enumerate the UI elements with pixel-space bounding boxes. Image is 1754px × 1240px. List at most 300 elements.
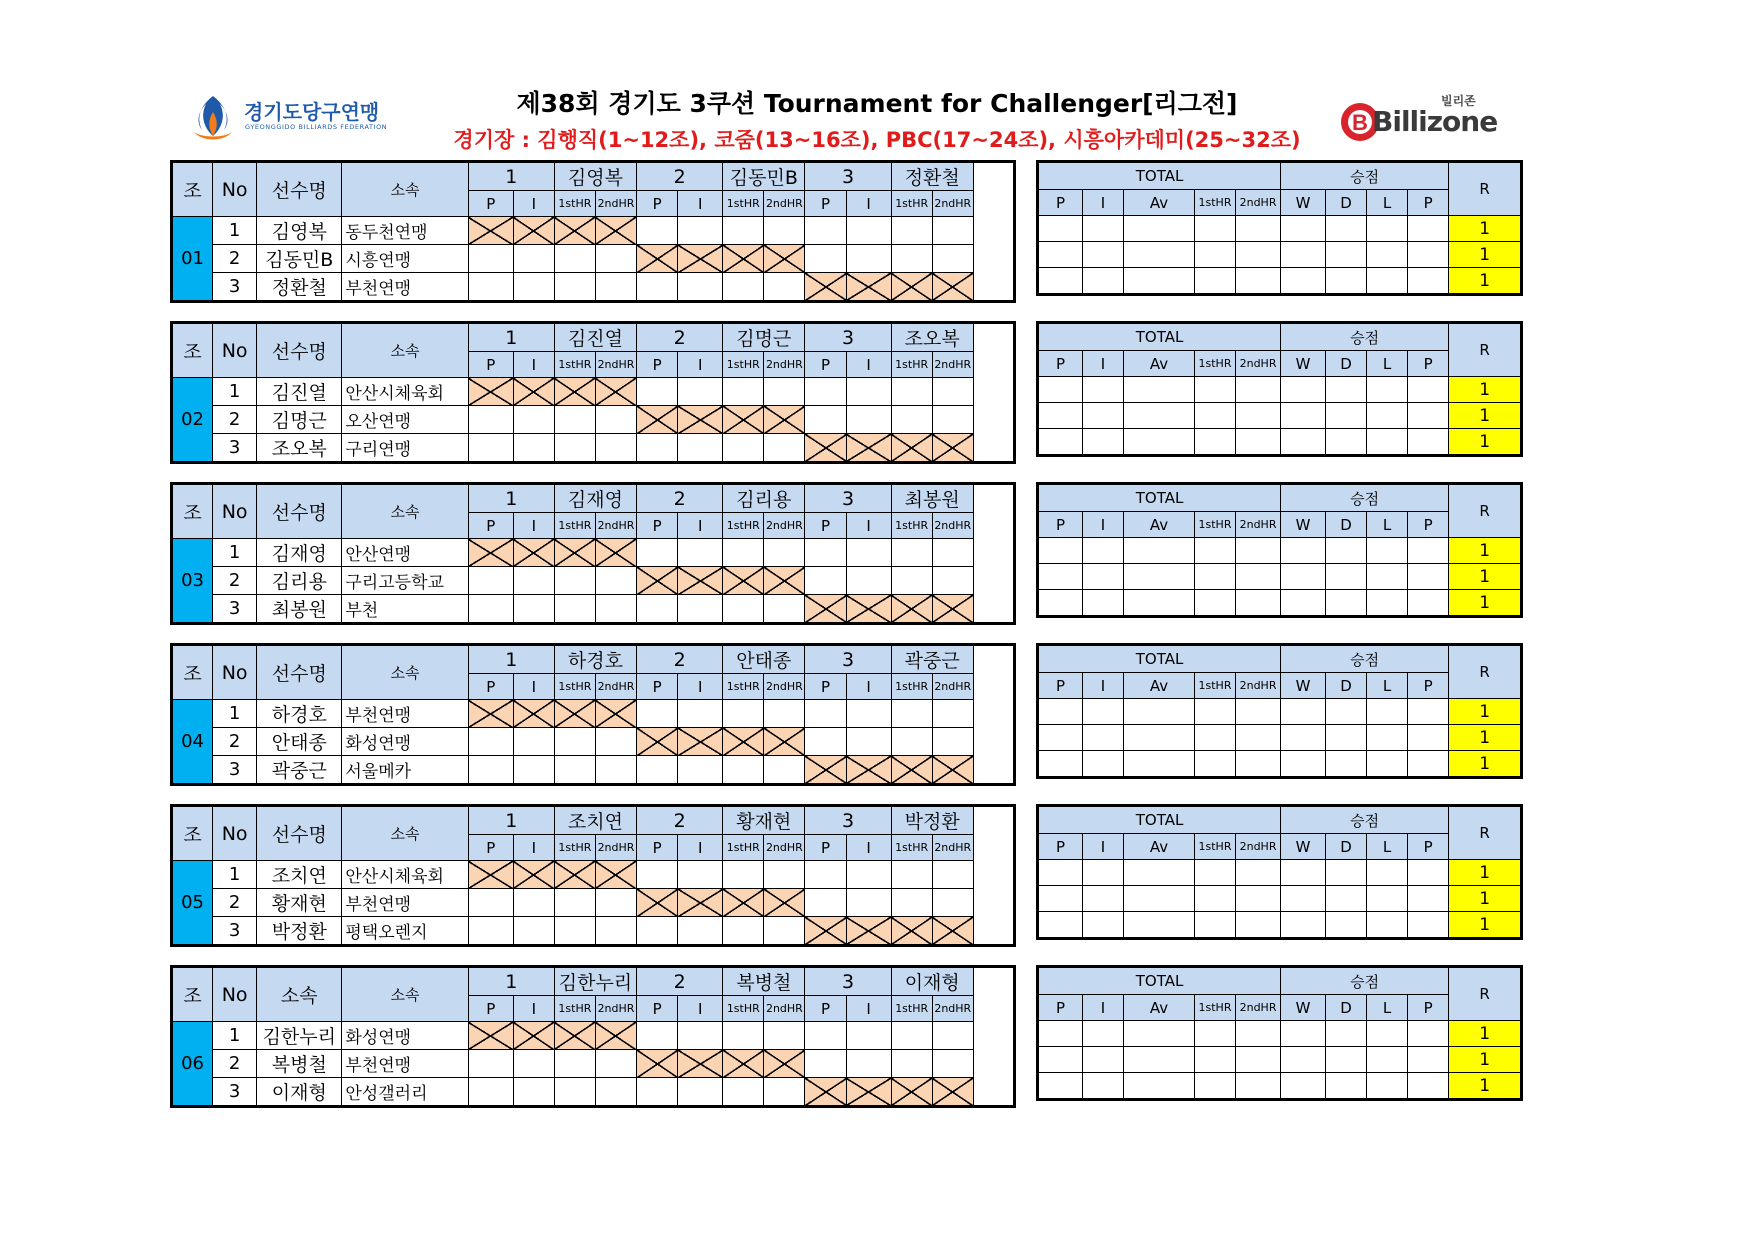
- score-cell: [554, 595, 595, 624]
- header-sub-col: 2ndHR: [932, 352, 973, 378]
- header-points-col: W: [1281, 834, 1326, 860]
- player-row: [172, 378, 1015, 406]
- summary-cell: [1367, 725, 1408, 751]
- player-row: [172, 245, 1015, 273]
- score-cell: [891, 567, 932, 595]
- header-match-opponent: 김명근: [723, 323, 805, 352]
- summary-cell: [1083, 860, 1124, 886]
- group-block: [170, 643, 1520, 781]
- summary-cell: [1236, 538, 1281, 564]
- player-row: [172, 756, 1015, 785]
- summary-cell: [1281, 268, 1326, 295]
- header-group: 조: [172, 967, 213, 1022]
- player-name-cell: 조치연: [257, 861, 342, 889]
- score-cell: [513, 434, 554, 463]
- summary-cell: [1195, 216, 1236, 242]
- summary-cell: [1281, 912, 1326, 939]
- summary-cell: [1195, 403, 1236, 429]
- rank-cell: 1: [1449, 403, 1522, 429]
- blocked-score-cell: [637, 728, 678, 756]
- score-cell: [764, 217, 805, 245]
- header-sub-col: P: [468, 513, 513, 539]
- header-player-name: 선수명: [257, 484, 342, 539]
- group-summary-table: [1036, 321, 1523, 457]
- group-block: [170, 160, 1520, 298]
- summary-cell: [1124, 268, 1195, 295]
- summary-cell: [1326, 403, 1367, 429]
- player-row: [172, 728, 1015, 756]
- player-name-cell: 안태종: [257, 728, 342, 756]
- player-club-cell: 안산시체육회: [342, 861, 468, 889]
- summary-cell: [1408, 377, 1449, 403]
- header-rank: R: [1449, 967, 1522, 1021]
- player-name-cell: 김재영: [257, 539, 342, 567]
- player-club-cell: 오산연맹: [342, 406, 468, 434]
- summary-cell: [1083, 699, 1124, 725]
- summary-cell: [1281, 751, 1326, 778]
- summary-cell: [1124, 725, 1195, 751]
- score-cell: [891, 700, 932, 728]
- blocked-score-cell: [891, 1078, 932, 1107]
- player-name-cell: 이재형: [257, 1078, 342, 1107]
- header-points-col: D: [1326, 190, 1367, 216]
- summary-cell: [1236, 1073, 1281, 1100]
- group-match-table: [170, 965, 1016, 1108]
- rank-cell: 1: [1449, 699, 1522, 725]
- score-cell: [595, 595, 636, 624]
- header-points-col: D: [1326, 673, 1367, 699]
- score-cell: [554, 889, 595, 917]
- score-cell: [723, 595, 764, 624]
- blocked-score-cell: [764, 245, 805, 273]
- header-total-col: P: [1038, 351, 1083, 377]
- summary-cell: [1281, 538, 1326, 564]
- summary-cell: [1367, 377, 1408, 403]
- header-points: 승점: [1281, 323, 1449, 351]
- summary-cell: [1195, 886, 1236, 912]
- player-club-cell: 부천: [342, 595, 468, 624]
- summary-cell: [1326, 242, 1367, 268]
- score-cell: [805, 406, 846, 434]
- header-match-number: 1: [468, 323, 554, 352]
- score-cell: [805, 1022, 846, 1050]
- header-sub-col: 2ndHR: [764, 513, 805, 539]
- header-total: TOTAL: [1038, 162, 1281, 190]
- score-cell: [891, 245, 932, 273]
- header-club: 소속: [342, 967, 468, 1022]
- summary-row: [1038, 429, 1522, 456]
- score-cell: [468, 756, 513, 785]
- score-cell: [891, 1050, 932, 1078]
- blocked-score-cell: [891, 595, 932, 624]
- header-player-name: 선수명: [257, 645, 342, 700]
- player-row: [172, 1022, 1015, 1050]
- player-no-cell: 1: [213, 217, 257, 245]
- score-cell: [637, 539, 678, 567]
- blocked-score-cell: [513, 378, 554, 406]
- header-group: 조: [172, 806, 213, 861]
- group-match-table: [170, 804, 1016, 947]
- blocked-score-cell: [932, 917, 973, 946]
- summary-cell: [1367, 912, 1408, 939]
- header-sub-col: I: [678, 835, 723, 861]
- header-match-opponent: 김한누리: [554, 967, 636, 996]
- summary-cell: [1236, 699, 1281, 725]
- player-club-cell: 구리연맹: [342, 434, 468, 463]
- summary-cell: [1326, 1073, 1367, 1100]
- header-match-opponent: 김재영: [554, 484, 636, 513]
- score-cell: [723, 434, 764, 463]
- score-cell: [637, 217, 678, 245]
- summary-cell: [1367, 429, 1408, 456]
- blocked-score-cell: [723, 728, 764, 756]
- header-sub-col: I: [846, 674, 891, 700]
- player-club-cell: 서울메카: [342, 756, 468, 785]
- summary-row: [1038, 751, 1522, 778]
- summary-cell: [1326, 564, 1367, 590]
- score-cell: [846, 1022, 891, 1050]
- blocked-score-cell: [846, 434, 891, 463]
- header-sub-col: 2ndHR: [932, 674, 973, 700]
- score-cell: [846, 861, 891, 889]
- score-cell: [595, 273, 636, 302]
- score-cell: [595, 406, 636, 434]
- blocked-score-cell: [468, 861, 513, 889]
- player-row: [172, 700, 1015, 728]
- rank-cell: 1: [1449, 886, 1522, 912]
- header-points-col: W: [1281, 995, 1326, 1021]
- header-points-col: P: [1408, 995, 1449, 1021]
- blocked-score-cell: [678, 406, 723, 434]
- header-points-col: L: [1367, 351, 1408, 377]
- score-cell: [637, 595, 678, 624]
- summary-cell: [1281, 699, 1326, 725]
- player-row: [172, 217, 1015, 245]
- venue-subtitle: 경기장 : 김행직(1~12조), 코줌(13~16조), PBC(17~24조), 시흥아카데미(25~32조): [453, 128, 1301, 152]
- group-match-table: [170, 482, 1016, 625]
- summary-cell: [1236, 860, 1281, 886]
- summary-row: [1038, 860, 1522, 886]
- header-points-col: P: [1408, 834, 1449, 860]
- blocked-score-cell: [805, 273, 846, 302]
- player-name-cell: 황재현: [257, 889, 342, 917]
- player-no-cell: 1: [213, 700, 257, 728]
- score-cell: [595, 567, 636, 595]
- player-club-cell: 화성연맹: [342, 728, 468, 756]
- header-sub-col: 2ndHR: [595, 835, 636, 861]
- summary-cell: [1195, 912, 1236, 939]
- blocked-score-cell: [595, 217, 636, 245]
- blocked-score-cell: [678, 567, 723, 595]
- summary-cell: [1124, 1021, 1195, 1047]
- header-player-name: 소속: [257, 967, 342, 1022]
- summary-cell: [1124, 242, 1195, 268]
- header-sub-col: I: [846, 513, 891, 539]
- summary-cell: [1124, 1073, 1195, 1100]
- blocked-score-cell: [595, 1022, 636, 1050]
- header-total-col: I: [1083, 673, 1124, 699]
- summary-cell: [1195, 1073, 1236, 1100]
- summary-cell: [1408, 886, 1449, 912]
- header-points-col: L: [1367, 190, 1408, 216]
- score-cell: [468, 1050, 513, 1078]
- score-cell: [891, 889, 932, 917]
- header-sub-col: P: [805, 835, 846, 861]
- score-cell: [805, 861, 846, 889]
- header-points-col: P: [1408, 190, 1449, 216]
- header-rank: R: [1449, 162, 1522, 216]
- header-rank: R: [1449, 484, 1522, 538]
- rank-cell: 1: [1449, 538, 1522, 564]
- header-sub-col: 1stHR: [723, 191, 764, 217]
- summary-cell: [1281, 1073, 1326, 1100]
- score-cell: [846, 539, 891, 567]
- summary-row: [1038, 538, 1522, 564]
- header-sub-col: P: [805, 191, 846, 217]
- header-sub-col: P: [637, 513, 678, 539]
- blocked-score-cell: [723, 245, 764, 273]
- player-name-cell: 김진열: [257, 378, 342, 406]
- header-total: TOTAL: [1038, 967, 1281, 995]
- score-cell: [595, 1078, 636, 1107]
- header-sub-col: 1stHR: [723, 352, 764, 378]
- summary-cell: [1195, 590, 1236, 617]
- summary-cell: [1281, 590, 1326, 617]
- blocked-score-cell: [554, 700, 595, 728]
- group-block: [170, 482, 1520, 620]
- summary-cell: [1195, 377, 1236, 403]
- score-cell: [678, 378, 723, 406]
- header-sub-col: I: [846, 996, 891, 1022]
- score-cell: [805, 1050, 846, 1078]
- header-sub-col: P: [468, 674, 513, 700]
- header-sub-col: 2ndHR: [595, 674, 636, 700]
- score-cell: [595, 434, 636, 463]
- header-sub-col: 1stHR: [891, 191, 932, 217]
- summary-cell: [1367, 860, 1408, 886]
- header-total-col: P: [1038, 673, 1083, 699]
- header-points-col: W: [1281, 673, 1326, 699]
- blocked-score-cell: [554, 1022, 595, 1050]
- header-match-opponent: 조치연: [554, 806, 636, 835]
- blocked-score-cell: [932, 434, 973, 463]
- blocked-score-cell: [637, 889, 678, 917]
- summary-cell: [1326, 216, 1367, 242]
- header-sub-col: I: [846, 835, 891, 861]
- group-match-table: [170, 160, 1016, 303]
- blocked-score-cell: [891, 434, 932, 463]
- player-name-cell: 김명근: [257, 406, 342, 434]
- summary-cell: [1408, 1073, 1449, 1100]
- blocked-score-cell: [513, 1022, 554, 1050]
- federation-subname: GYEONGGIDO BILLIARDS FEDERATION: [245, 123, 388, 131]
- summary-cell: [1236, 403, 1281, 429]
- svg-text:B: B: [1352, 110, 1368, 135]
- blocked-score-cell: [723, 889, 764, 917]
- header-no: No: [213, 323, 257, 378]
- header-total-col: Av: [1124, 673, 1195, 699]
- player-row: [172, 1050, 1015, 1078]
- summary-cell: [1083, 1073, 1124, 1100]
- header-match-opponent: 김동민B: [723, 162, 805, 191]
- rank-cell: 1: [1449, 564, 1522, 590]
- summary-row: [1038, 216, 1522, 242]
- player-row: [172, 539, 1015, 567]
- score-cell: [554, 273, 595, 302]
- blocked-score-cell: [513, 217, 554, 245]
- header-rank: R: [1449, 806, 1522, 860]
- summary-cell: [1326, 1021, 1367, 1047]
- score-cell: [637, 700, 678, 728]
- header-match-opponent: 정환철: [891, 162, 973, 191]
- header-sub-col: 2ndHR: [595, 352, 636, 378]
- score-cell: [513, 567, 554, 595]
- player-row: [172, 434, 1015, 463]
- score-cell: [805, 378, 846, 406]
- score-cell: [468, 567, 513, 595]
- summary-row: [1038, 1047, 1522, 1073]
- blocked-score-cell: [932, 273, 973, 302]
- summary-cell: [1281, 860, 1326, 886]
- blocked-score-cell: [805, 1078, 846, 1107]
- header-total: TOTAL: [1038, 323, 1281, 351]
- summary-cell: [1038, 860, 1083, 886]
- summary-cell: [1367, 268, 1408, 295]
- header-total-col: Av: [1124, 512, 1195, 538]
- score-cell: [637, 1022, 678, 1050]
- blocked-score-cell: [723, 1050, 764, 1078]
- header-total-col: 1stHR: [1195, 995, 1236, 1021]
- header-no: No: [213, 806, 257, 861]
- summary-row: [1038, 590, 1522, 617]
- blocked-score-cell: [595, 700, 636, 728]
- score-cell: [554, 567, 595, 595]
- summary-cell: [1367, 538, 1408, 564]
- page-title: 제38회 경기도 3쿠션 Tournament for Challenger[리그전]: [516, 89, 1238, 118]
- group-summary-table: [1036, 482, 1523, 618]
- header-match-opponent: 복병철: [723, 967, 805, 996]
- summary-cell: [1038, 1047, 1083, 1073]
- group-id-cell: 06: [172, 1022, 213, 1107]
- score-cell: [764, 1078, 805, 1107]
- summary-cell: [1408, 1047, 1449, 1073]
- score-cell: [932, 567, 973, 595]
- summary-cell: [1367, 403, 1408, 429]
- header-sub-col: I: [513, 191, 554, 217]
- blocked-score-cell: [805, 434, 846, 463]
- rank-cell: 1: [1449, 860, 1522, 886]
- score-cell: [595, 917, 636, 946]
- summary-cell: [1083, 377, 1124, 403]
- score-cell: [932, 378, 973, 406]
- header-club: 소속: [342, 484, 468, 539]
- billizone-wordmark: Billizone: [1372, 105, 1498, 138]
- group-summary-table: [1036, 160, 1523, 296]
- header-total-col: Av: [1124, 995, 1195, 1021]
- score-cell: [595, 245, 636, 273]
- summary-cell: [1408, 242, 1449, 268]
- header-match-number: 2: [637, 967, 723, 996]
- header-match-opponent: 황재현: [723, 806, 805, 835]
- header-sub-col: P: [468, 996, 513, 1022]
- summary-row: [1038, 377, 1522, 403]
- blocked-score-cell: [764, 1050, 805, 1078]
- header-match-number: 2: [637, 645, 723, 674]
- header-match-number: 3: [805, 484, 891, 513]
- score-cell: [805, 889, 846, 917]
- summary-cell: [1408, 699, 1449, 725]
- header-sub-col: P: [468, 191, 513, 217]
- header-total: TOTAL: [1038, 484, 1281, 512]
- summary-cell: [1038, 564, 1083, 590]
- header-total-col: I: [1083, 512, 1124, 538]
- summary-cell: [1124, 564, 1195, 590]
- summary-cell: [1326, 1047, 1367, 1073]
- header-total-col: P: [1038, 512, 1083, 538]
- score-cell: [554, 434, 595, 463]
- rank-cell: 1: [1449, 1073, 1522, 1100]
- blocked-score-cell: [805, 756, 846, 785]
- summary-cell: [1195, 268, 1236, 295]
- score-cell: [637, 434, 678, 463]
- score-cell: [513, 1078, 554, 1107]
- group-id-cell: 01: [172, 217, 213, 302]
- summary-cell: [1195, 564, 1236, 590]
- player-no-cell: 3: [213, 756, 257, 785]
- score-cell: [468, 917, 513, 946]
- summary-cell: [1281, 216, 1326, 242]
- summary-cell: [1038, 886, 1083, 912]
- summary-cell: [1083, 403, 1124, 429]
- summary-cell: [1408, 429, 1449, 456]
- summary-cell: [1195, 1047, 1236, 1073]
- score-cell: [468, 595, 513, 624]
- score-cell: [595, 889, 636, 917]
- header-sub-col: P: [805, 513, 846, 539]
- header-sub-col: I: [678, 191, 723, 217]
- summary-cell: [1408, 590, 1449, 617]
- score-cell: [513, 728, 554, 756]
- header-total-col: 1stHR: [1195, 673, 1236, 699]
- summary-cell: [1408, 564, 1449, 590]
- summary-cell: [1038, 377, 1083, 403]
- summary-cell: [1195, 699, 1236, 725]
- header-rank: R: [1449, 645, 1522, 699]
- summary-cell: [1124, 538, 1195, 564]
- header-match-opponent: 김리용: [723, 484, 805, 513]
- header-total-col: 2ndHR: [1236, 351, 1281, 377]
- header-total-col: Av: [1124, 190, 1195, 216]
- score-cell: [846, 406, 891, 434]
- score-cell: [468, 273, 513, 302]
- blocked-score-cell: [637, 245, 678, 273]
- score-cell: [723, 1022, 764, 1050]
- player-name-cell: 김영복: [257, 217, 342, 245]
- summary-cell: [1281, 725, 1326, 751]
- header-sub-col: P: [468, 352, 513, 378]
- summary-cell: [1195, 429, 1236, 456]
- header-total: TOTAL: [1038, 806, 1281, 834]
- header-match-number: 1: [468, 162, 554, 191]
- header-sub-col: 2ndHR: [595, 513, 636, 539]
- header-total-col: I: [1083, 834, 1124, 860]
- summary-cell: [1281, 886, 1326, 912]
- score-cell: [723, 861, 764, 889]
- summary-cell: [1083, 886, 1124, 912]
- score-cell: [468, 728, 513, 756]
- billizone-korean-name: 빌리존: [1441, 94, 1476, 108]
- group-summary-table: [1036, 804, 1523, 940]
